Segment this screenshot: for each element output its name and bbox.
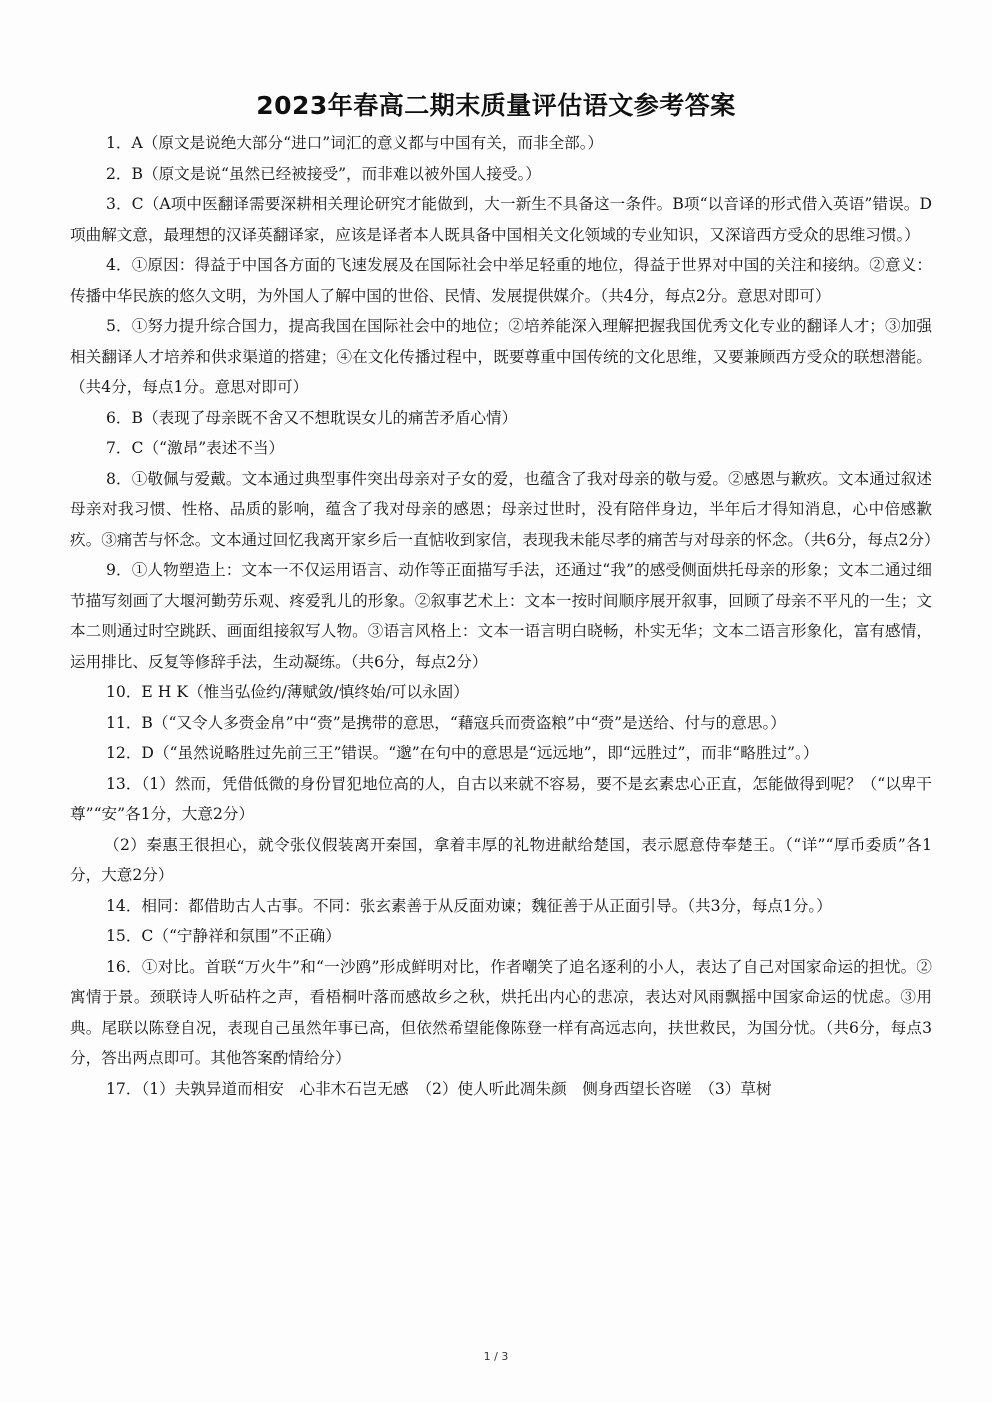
answer-13-part-1: 13．（1）然而，凭借低微的身份冒犯地位高的人，自古以来就不容易，要不是玄素忠心正直，怎能做得到呢？（“以卑干尊”“安”各1分，大意2分） — [70, 774, 932, 823]
page-number: 1 / 3 — [483, 1350, 509, 1363]
answer-list — [70, 128, 940, 1104]
answer-8: 8．①敬佩与爱戴。文本通过典型事件突出母亲对子女的爱，也蕴含了我对母亲的敬与爱。②感恩与歉疚。文本通过叙述母亲对我习惯、性格、品质的影响，蕴含了我对母亲的感恩；母亲过世时，没有陪伴身边，半年后才得知消息，心中倍感歉疚。③痛苦与怀念。文本通过回忆我离开家乡后一直惦收到家信，表现我未能尽孝的痛苦与对母亲的怀念。（共6分，每点2分） — [70, 469, 940, 549]
answer-11: 11．B（“又令人多赍金帛”中“赍”是携带的意思，“藉寇兵而赍盗粮”中“赍”是送给、付与的意思。） — [106, 713, 786, 732]
answer-10: 10．E H K（惟当弘俭约/薄赋敛/慎终始/可以永固） — [106, 683, 469, 701]
document-title: 2023年春高二期末质量评估语文参考答案 — [256, 91, 736, 120]
answer-9: 9．①人物塑造上：文本一不仅运用语言、动作等正面描写手法，还通过“我”的感受侧面烘托母亲的形象；文本二通过细节描写刻画了大堰河勤劳乐观、疼爱乳儿的形象。②叙事艺术上：文本一按时间顺序展开叙事，回顾了母亲不平凡的一生；文本二则通过时空跳跃、画面组接叙写人物。③语言风格上：文本一语言明白晓畅，朴实无华；文本二语言形象化，富有感情，运用排比、反复等修辞手法，生动凝练。（共6分，每点2分） — [70, 561, 932, 671]
answer-15: 15．C（“宁静祥和氛围”不正确） — [106, 927, 341, 945]
answer-6: 6．B（表现了母亲既不舍又不想耽误女儿的痛苦矛盾心情） — [106, 408, 518, 427]
answer-13-part-2: （2）秦惠王很担心，就令张仪假装离开秦国，拿着丰厚的礼物进献给楚国，表示愿意侍奉楚王。（“详”“厚币委质”各1分，大意2分） — [70, 835, 932, 884]
answer-2: 2．B（原文是说“虽然已经被接受”，而非难以被外国人接受。） — [106, 164, 541, 183]
answer-4: 4．①原因：得益于中国各方面的飞速发展及在国际社会中举足轻重的地位，得益于世界对中国的关注和接纳。②意义：传播中华民族的悠久文明，为外国人了解中国的世俗、民情、发展提供媒介。（共4分，每点2分。意思对即可） — [70, 256, 932, 305]
answer-14: 14．相同：都借助古人古事。不同：张玄素善于从反面劝谏；魏征善于从正面引导。（共3分，每点1分。） — [106, 896, 832, 915]
answer-16: 16．①对比。首联“万火牛”和“一沙鸥”形成鲜明对比，作者嘲笑了追名逐利的小人，表达了自己对国家命运的担忧。②寓情于景。颈联诗人听砧杵之声，看梧桐叶落而感故乡之秋，烘托出内心的悲凉，表达对风雨飘摇中国家命运的忧虑。③用典。尾联以陈登自况，表现自己虽然年事已高，但依然希望能像陈登一样有高远志向，扶世救民，为国分忧。（共6分，每点3分，答出两点即可。其他答案酌情给分） — [70, 957, 932, 1067]
answer-3: 3．C（A项中医翻译需要深耕相关理论研究才能做到，大一新生不具备这一条件。B项“以音译的形式借入英语”错误。D项曲解文意，最理想的汉译英翻译家，应该是译者本人既具备中国相关文化领域的专业知识，又深谙西方受众的思维习惯。） — [70, 195, 932, 244]
answer-17: 17．（1）夫孰异道而相安 心非木石岂无感 （2）使人听此凋朱颜 侧身西望长咨嗟 （3）草树 — [106, 1079, 772, 1098]
answer-1: 1．A（原文是说绝大部分“进口”词汇的意义都与中国有关，而非全部。） — [106, 134, 604, 152]
answer-7: 7．C（“激昂”表述不当） — [106, 439, 285, 457]
answer-5: 5．①努力提升综合国力，提高我国在国际社会中的地位；②培养能深入理解把握我国优秀文化专业的翻译人才；③加强相关翻译人才培养和供求渠道的搭建；④在文化传播过程中，既要尊重中国传统的文化思维，又要兼顾西方受众的联想潜能。（共4分，每点1分。意思对即可） — [70, 317, 932, 396]
answer-12: 12．D（“虽然说略胜过先前三王”错误。“邈”在句中的意思是“远远地”，即“远胜过”，而非“略胜过”。） — [106, 744, 819, 762]
